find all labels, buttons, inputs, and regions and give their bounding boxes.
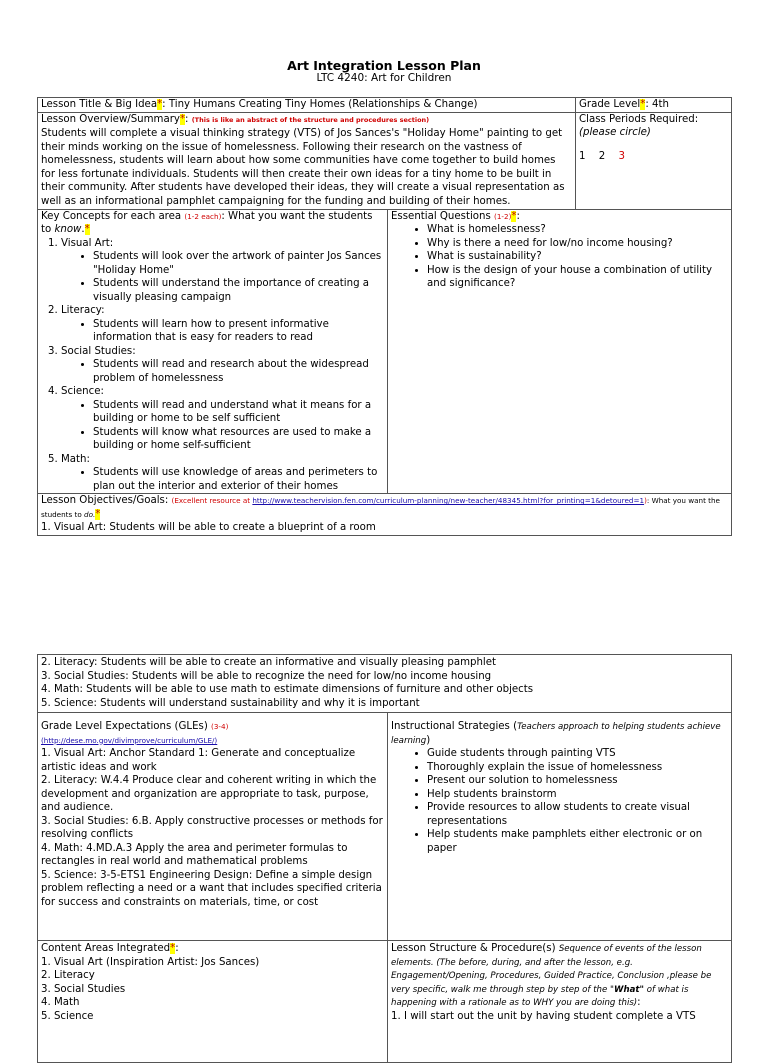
strategy-item: • Thoroughly explain the issue of homelessness <box>427 761 728 775</box>
period-option-2[interactable]: 2 <box>598 150 606 162</box>
concept-area: 1. Visual Art: • Students will look over the artwork of painter Jos Sances "Holiday Home" • Students will understand the importance of creating a visually pleasing campaign <box>61 237 384 305</box>
objectives-cell: Lesson Objectives/Goals: (Excellent resource at http://www.teachervision.fen.com/curriculum-planning/new-teacher/48345.html?for_printing=1&detoured=1): What you want the students to do.* 1. Visual Art: Students will be able to create a blueprint of a room <box>38 494 732 536</box>
question-item: • What is homelessness? <box>427 223 728 237</box>
lesson-plan-table-page1 <box>37 97 732 536</box>
strategy-item: • Guide students through painting VTS <box>427 747 728 761</box>
strategy-item: • Provide resources to allow students to create visual representations <box>427 801 728 828</box>
objectives-continued-row <box>38 655 732 713</box>
concept-item: • Students will understand the importance of creating a visually pleasing campaign <box>93 277 384 304</box>
concept-item: • Students will use knowledge of areas and perimeters to plan out the interior and exterior of their homes <box>93 466 384 493</box>
concept-item: • Students will learn how to present informative information that is easy for readers to read <box>93 318 384 345</box>
objective-item: 1. Visual Art: Students will be able to create a blueprint of a room <box>41 522 376 533</box>
lesson-title-cell: Lesson Title & Big Idea*: Tiny Humans Creating Tiny Homes (Relationships & Change) <box>38 98 576 113</box>
concept-area: 2. Literacy: • Students will learn how to present informative information that is easy for readers to read <box>61 304 384 345</box>
question-item: • How is the design of your house a combination of utility and significance? <box>427 264 728 291</box>
gle-item: 5. Science: 3-5-ETS1 Engineering Design: Define a simple design problem reflecting a need or a want that includes specified criteria for success and constraints on materials, time, or cost <box>41 869 382 908</box>
lesson-plan-table-page2 <box>37 654 732 1063</box>
concept-item: • Students will look over the artwork of painter Jos Sances "Holiday Home" <box>93 250 384 277</box>
concept-area: 4. Science: • Students will read and understand what it means for a building or home to be self sufficient • Students will know what resources are used to make a building or home self-sufficient <box>61 385 384 453</box>
gles-cell: Grade Level Expectations (GLEs) (3-4) (http://dese.mo.gov/divimprove/curriculum/GLE/) 1. Visual Art: Anchor Standard 1: Generate and conceptualize artistic ideas and work 2. Literacy: W.4.4 Produce clear and coherent writing in which the development and organization are appropriate to task, purpose, and audience. 3. Social Studies: 6.B. Apply constructive processes or methods for resolving conflicts 4. Math: 4.MD.A.3 Apply the area and perimeter formulas to rectangles in real world and mathematical problems 5. Science: 3-5-ETS1 Engineering Design: Define a simple design problem reflecting a need or a want that includes specified criteria for success and constraints on materials, time, or cost <box>38 713 388 941</box>
strategies-list <box>391 747 728 855</box>
concept-item: • Students will read and understand what it means for a building or home to be self sufficient <box>93 399 384 426</box>
period-option-3[interactable]: 3 <box>618 150 625 162</box>
question-item: • Why is there a need for low/no income housing? <box>427 237 728 251</box>
lesson-structure-cell: Lesson Structure & Procedure(s) Sequence of events of the lesson elements. (The before, during, and after the lesson, e.g. Engagement/Opening, Procedures, Guided Practice, Conclusion ,please be very specific, walk me through step by step of the "What" of what is happening with a rationale as to WHY you are doing this): 1. I will start out the unit by having student complete a VTS <box>388 941 732 1063</box>
gle-item: 1. Visual Art: Anchor Standard 1: Generate and conceptualize artistic ideas and work <box>41 748 356 773</box>
grade-level-cell: Grade Level*: 4th <box>576 98 732 113</box>
concepts-row <box>38 209 732 494</box>
objective-item: 5. Science: Students will understand sustainability and why it is important <box>41 697 420 709</box>
objectives-resource-link[interactable]: http://www.teachervision.fen.com/curriculum-planning/new-teacher/48345.html?for_printing=1&detoured=1 <box>252 496 645 505</box>
gle-item: 2. Literacy: W.4.4 Produce clear and coherent writing in which the development and organization are appropriate to task, purpose, and audience. <box>41 775 377 813</box>
objective-item: 4. Math: Students will be able to use math to estimate dimensions of furniture and other objects <box>41 684 534 695</box>
content-area-item: 2. Literacy <box>41 970 95 981</box>
concept-item: • Students will know what resources are used to make a building or home self-sufficient <box>93 426 384 453</box>
strategy-item: • Help students brainstorm <box>427 788 728 802</box>
gle-item: 3. Social Studies: 6.B. Apply constructive processes or methods for resolving conflicts <box>41 815 383 840</box>
lesson-title-row <box>38 98 732 113</box>
essential-questions-list <box>391 223 728 291</box>
strategy-item: • Help students make pamphlets either electronic or on paper <box>427 828 728 855</box>
objective-item: 2. Literacy: Students will be able to create an informative and visually pleasing pamphlet <box>41 657 497 668</box>
document-title: Art Integration Lesson Plan <box>287 58 481 73</box>
overview-text: Students will complete a visual thinking strategy (VTS) of Jos Sances's "Holiday Home" painting to get their minds working on the issue of homelessness. Following their research on the vastness of homelessness, students will learn about how some communities have come together to build homes for less fortunate individuals. Students will then create their own ideas for a tiny home to be built in their community. After students have developed their ideas, they will create a visual representation as well as an informational pamphlet campaigning for the funding and building of their homes. <box>41 128 565 207</box>
document-subtitle: LTC 4240: Art for Children <box>316 72 452 84</box>
period-option-1[interactable]: 1 <box>579 150 586 162</box>
class-period-options <box>579 150 728 164</box>
content-area-item: 3. Social Studies <box>41 983 126 995</box>
essential-questions-cell: Essential Questions (1-2)*: • What is homelessness? • Why is there a need for low/no income housing? • What is sustainability? • How is the design of your house a combination of utility and significance? <box>388 209 732 494</box>
objectives-row <box>38 494 732 536</box>
concept-area: 3. Social Studies: • Students will read and research about the widespread problem of homelessness <box>61 345 384 386</box>
strategy-item: • Present our solution to homelessness <box>427 774 728 788</box>
objectives-continued-cell <box>38 655 732 713</box>
class-periods-cell: Class Periods Required: (please circle) 1 2 3 <box>576 112 732 209</box>
concept-areas-list <box>41 237 384 494</box>
concept-item: • Students will read and research about the widespread problem of homelessness <box>93 358 384 385</box>
key-concepts-cell: Key Concepts for each area (1-2 each): What you want the students to know.* 1. Visual Art: • Students will look over the artwork of painter Jos Sances "Holiday Home" • Students will understand the importance of creating a visually pleasing campaign 2. Literacy: • Students will learn how to present informative information that is easy for readers to read 3. Social Studies: • Students will read and research about the widespread problem of homelessness 4. Science: • Students will read and understand what it means for a building or home to be self sufficient • Students will know what resources are used to make a building or home self-sufficient 5. Math: • Students will use knowledge of areas and perimeters to plan out the interior and exterior of their homes <box>38 209 388 494</box>
content-area-item: 1. Visual Art (Inspiration Artist: Jos Sances) <box>41 956 260 968</box>
gles-strategies-row <box>38 713 732 941</box>
page-gap <box>0 560 768 640</box>
question-item: • What is sustainability? <box>427 250 728 264</box>
objective-item: 3. Social Studies: Students will be able to recognize the need for low/no income housing <box>41 670 492 682</box>
overview-row <box>38 112 732 209</box>
content-area-item: 5. Science <box>41 1010 94 1022</box>
gle-item: 4. Math: 4.MD.A.3 Apply the area and perimeter formulas to rectangles in real world and mathematical problems <box>41 842 348 867</box>
content-areas-cell: Content Areas Integrated*: 1. Visual Art (Inspiration Artist: Jos Sances) 2. Literacy 3. Social Studies 4. Math 5. Science <box>38 941 388 1063</box>
gles-link[interactable]: (http://dese.mo.gov/divimprove/curriculum/GLE/) <box>41 735 218 745</box>
content-area-item: 4. Math <box>41 997 80 1008</box>
content-structure-row <box>38 941 732 1063</box>
lesson-overview-cell: Lesson Overview/Summary*: (This is like an abstract of the structure and procedures section) Students will complete a visual thinking strategy (VTS) of Jos Sances's "Holiday Home" painting to get their minds working on the issue of homelessness. Following their research on the vastness of homelessness, students will learn about how some communities have come together to build homes for less fortunate individuals. Students will then create their own ideas for a tiny home to be built in their community. After students have developed their ideas, they will create a visual representation as well as an informational pamphlet campaigning for the funding and building of their homes. <box>38 112 576 209</box>
procedure-step: 1. I will start out the unit by having student complete a VTS <box>391 1010 696 1022</box>
concept-area: 5. Math: • Students will use knowledge of areas and perimeters to plan out the interior and exterior of their homes <box>61 453 384 494</box>
instructional-strategies-cell: Instructional Strategies (Teachers approach to helping students achieve learning) • Guide students through painting VTS • Thoroughly explain the issue of homelessness • Present our solution to homelessness • Help students brainstorm • Provide resources to allow students to create visual representations • Help students make pamphlets either electronic or on paper <box>388 713 732 941</box>
